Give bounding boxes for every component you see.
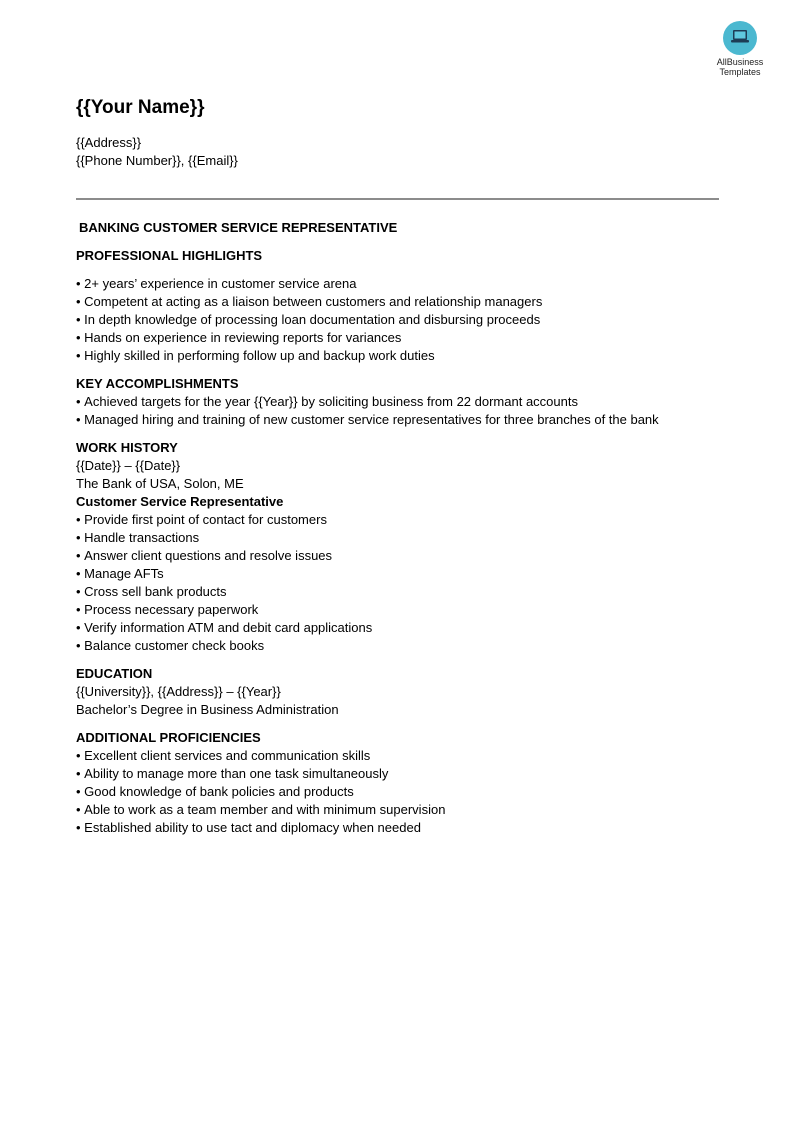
list-item: • Hands on experience in reviewing reports for variances: [76, 329, 736, 347]
list-item: • Established ability to use tact and diplomacy when needed: [76, 819, 736, 837]
section-heading-education: EDUCATION: [76, 666, 153, 681]
list-item: • Able to work as a team member and with minimum supervision: [76, 801, 736, 819]
spacer: [76, 365, 736, 375]
logo-text-line1: AllBusiness: [716, 57, 764, 67]
section-heading-work-history: WORK HISTORY: [76, 440, 178, 455]
section-heading-highlights: PROFESSIONAL HIGHLIGHTS: [76, 248, 263, 263]
list-item: • Provide first point of contact for customers: [76, 511, 736, 529]
header-divider: [76, 198, 719, 200]
section-heading-accomplishments: KEY ACCOMPLISHMENTS: [76, 376, 239, 391]
list-item: • Handle transactions: [76, 529, 736, 547]
education-degree: Bachelor’s Degree in Business Administration: [76, 702, 339, 717]
work-employer: The Bank of USA, Solon, ME: [76, 476, 244, 491]
spacer: [76, 265, 736, 275]
education-school: {{University}}, {{Address}} – {{Year}}: [76, 684, 281, 699]
work-dates: {{Date}} – {{Date}}: [76, 458, 181, 473]
list-item: • Excellent client services and communication skills: [76, 747, 736, 765]
list-item: • Competent at acting as a liaison between customers and relationship managers: [76, 293, 736, 311]
spacer: [76, 655, 736, 665]
list-item: • Answer client questions and resolve issues: [76, 547, 736, 565]
highlights-list: [76, 275, 736, 365]
list-item: • Highly skilled in performing follow up and backup work duties: [76, 347, 736, 365]
list-item: • Achieved targets for the year {{Year}} by soliciting business from 22 dormant accounts: [76, 393, 736, 411]
list-item: • Verify information ATM and debit card applications: [76, 619, 736, 637]
accomplishments-list: [76, 393, 736, 429]
spacer: [76, 429, 736, 439]
section-heading-proficiencies: ADDITIONAL PROFICIENCIES: [76, 730, 261, 745]
list-item: • In depth knowledge of processing loan documentation and disbursing proceeds: [76, 311, 736, 329]
allbusiness-templates-logo[interactable]: [708, 21, 772, 77]
spacer: [76, 237, 736, 247]
list-item: • Managed hiring and training of new customer service representatives for three branches of the bank: [76, 411, 736, 429]
list-item: • Process necessary paperwork: [76, 601, 736, 619]
list-item: • Cross sell bank products: [76, 583, 736, 601]
work-duties-list: [76, 511, 736, 655]
spacer: [76, 719, 736, 729]
job-title: BANKING CUSTOMER SERVICE REPRESENTATIVE: [79, 220, 398, 235]
list-item: • Good knowledge of bank policies and products: [76, 783, 736, 801]
laptop-icon: [723, 21, 757, 55]
work-position: Customer Service Representative: [76, 494, 284, 509]
proficiencies-list: [76, 747, 736, 837]
list-item: • Balance customer check books: [76, 637, 736, 655]
phone-email-line: {{Phone Number}}, {{Email}}: [76, 153, 238, 168]
list-item: • Manage AFTs: [76, 565, 736, 583]
contact-block: [76, 134, 238, 170]
resume-body: [76, 219, 736, 837]
list-item: • 2+ years’ experience in customer service arena: [76, 275, 736, 293]
logo-text-line2: Templates: [719, 67, 761, 77]
list-item: • Ability to manage more than one task simultaneously: [76, 765, 736, 783]
address-line: {{Address}}: [76, 135, 142, 150]
candidate-name: {{Your Name}}: [76, 97, 205, 118]
